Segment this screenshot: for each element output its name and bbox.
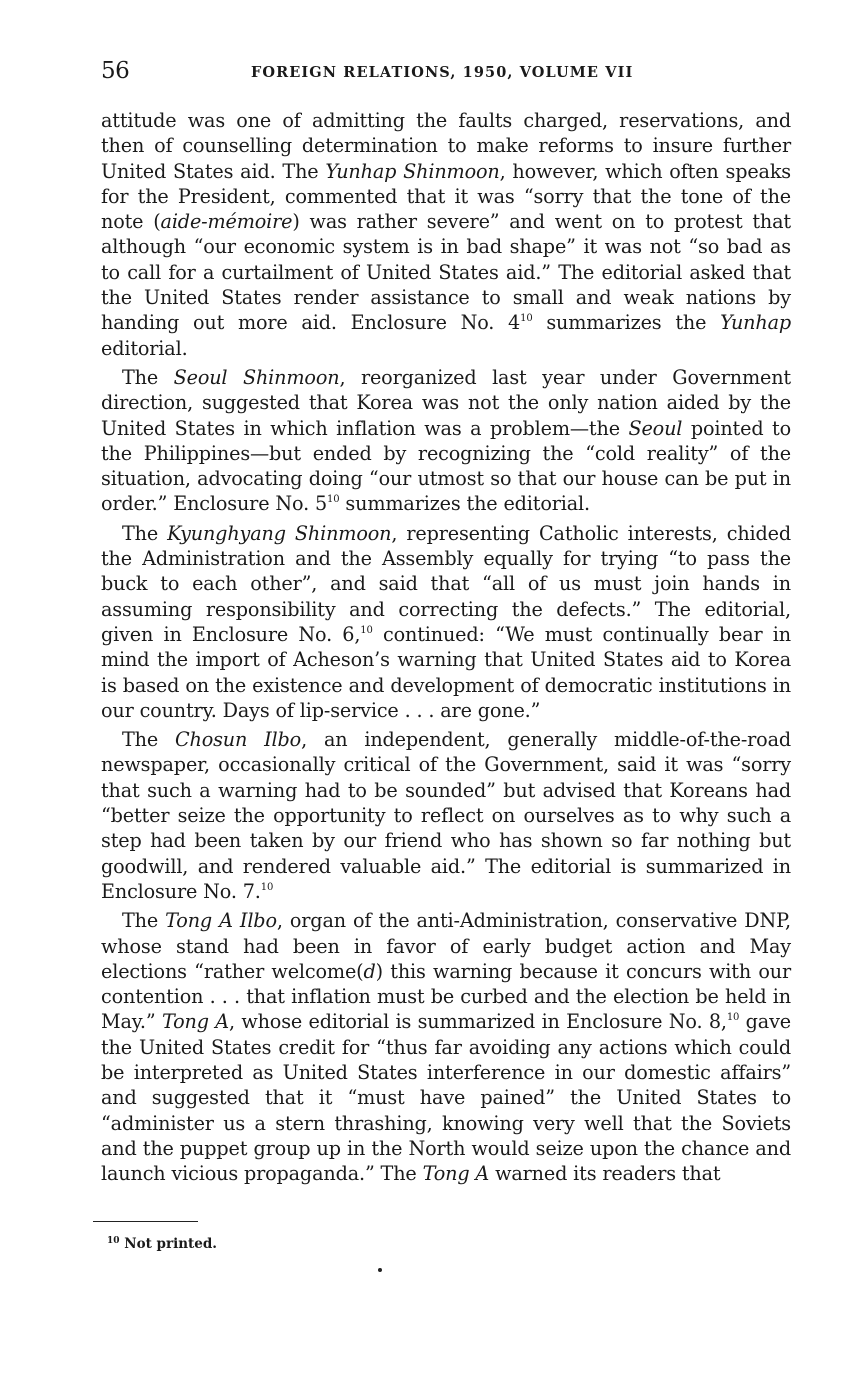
italic-text: Kyunghyang Shinmoon xyxy=(167,521,392,545)
running-head: FOREIGN RELATIONS, 1950, VOLUME VII xyxy=(251,64,634,81)
footnote-text: Not printed. xyxy=(124,1236,217,1252)
text-run: continued: “We must continually bear in mind the import of Acheson’s warning that United States aid to Korea is based on the existence and development of democratic institutions in our country. Days of lip-service . . . are gone.” xyxy=(101,622,791,722)
text-run: warned its readers that xyxy=(489,1162,721,1186)
text-run: , organ of the anti-Administration, conservative DNP, whose stand had been in favor of early budget action and May elections “rather welcome( xyxy=(101,909,791,983)
text-run: , representing Catholic interests, chided the Administration and the Assembly equally for trying “to pass the buck to each other”, and said that “all of us must join hands in assuming responsibility and correcting the defects.” The editorial, given in Enclosure No. 6, xyxy=(101,521,792,646)
footnote xyxy=(107,1236,217,1252)
footnote-rule xyxy=(93,1221,198,1222)
paragraph xyxy=(101,365,791,517)
paragraph xyxy=(101,521,791,723)
footnote-reference: 10 xyxy=(260,881,274,893)
italic-text: Chosun Ilbo xyxy=(174,728,302,752)
text-run: , reorganized last year under Government direction, suggested that Korea was not the only nation aided by the United States in which inflation was a problem—the xyxy=(101,365,791,440)
text-run: ) was rather severe” and went on to protest that although “our economic system is in bad shape” it was not “so bad as to call for a curtailment of United States aid.” The editorial asked that the United States render assistance to small and weak nations by handing out more aid. Enclosure No. 4 xyxy=(101,210,791,335)
paragraph xyxy=(101,108,791,361)
page-number: 56 xyxy=(101,58,130,84)
paragraph xyxy=(101,908,791,1186)
footnote-marker: 10 xyxy=(107,1236,120,1246)
italic-text: Seoul xyxy=(628,416,683,440)
italic-text: Tong A xyxy=(161,1010,229,1034)
italic-text: Tong A xyxy=(422,1162,490,1186)
text-run: pointed to the Philippines—but ended by recognizing the “cold reality” of the situation, advocating doing “our utmost so that our house can be put in order.” Enclosure No. 5 xyxy=(101,416,791,516)
italic-text: Tong A Ilbo xyxy=(165,909,277,933)
text-run: summarizes the xyxy=(532,311,721,335)
print-speck xyxy=(378,1268,382,1272)
text-run: The xyxy=(122,521,168,545)
footnote-reference: 10 xyxy=(327,494,340,506)
paragraph xyxy=(101,727,791,904)
footnote-reference: 10 xyxy=(520,313,533,325)
text-run: , an independent, generally middle-of-the-road newspaper, occasionally critical of the Government, said it was “sorry that such a warning had to be sounded” but advised that Koreans had “better seize the opportunity to reflect on ourselves as to why such a step had been taken by our friend who has shown so far nothing but goodwill, and rendered valuable aid.” The editorial is summarized in Enclosure No. 7. xyxy=(101,728,792,903)
text-run: attitude was one of admitting the faults charged, reservations, and then of counselling determination to make reforms to insure further United States aid. The xyxy=(101,109,791,183)
italic-text: Seoul Shinmoon xyxy=(173,365,340,389)
page-header xyxy=(101,58,791,92)
italic-text: Yunhap Shinmoon xyxy=(325,159,500,183)
footnote-reference: 10 xyxy=(360,624,373,636)
italic-text: aide-mémoire xyxy=(160,210,293,234)
italic-text: d xyxy=(363,959,376,983)
text-run: The xyxy=(122,909,166,933)
text-run: ) this warning because it concurs with our contention . . . that inflation must be curbed and the election be held in May.” xyxy=(101,959,791,1034)
text-run: editorial. xyxy=(101,336,188,360)
text-run: summarizes the editorial. xyxy=(339,492,590,516)
footnote-reference: 10 xyxy=(726,1012,740,1024)
body-text xyxy=(101,108,791,1186)
italic-text: Yunhap xyxy=(720,311,791,335)
text-run: gave the United States credit for “thus far avoiding any actions which could be interpreted as United States interference in our domestic affairs” and suggested that it “must have pained” the United States to “administer us a stern thrashing, knowing very well that the Soviets and the puppet group up in the North would seize upon the chance and launch vicious propaganda.” The xyxy=(101,1010,791,1186)
text-run: , whose editorial is summarized in Enclosure No. 8, xyxy=(228,1010,727,1034)
text-run: , however, which often speaks for the President, commented that it was “sorry that the tone of the note ( xyxy=(101,159,792,234)
text-run: The xyxy=(122,728,175,752)
text-run: The xyxy=(122,365,174,389)
